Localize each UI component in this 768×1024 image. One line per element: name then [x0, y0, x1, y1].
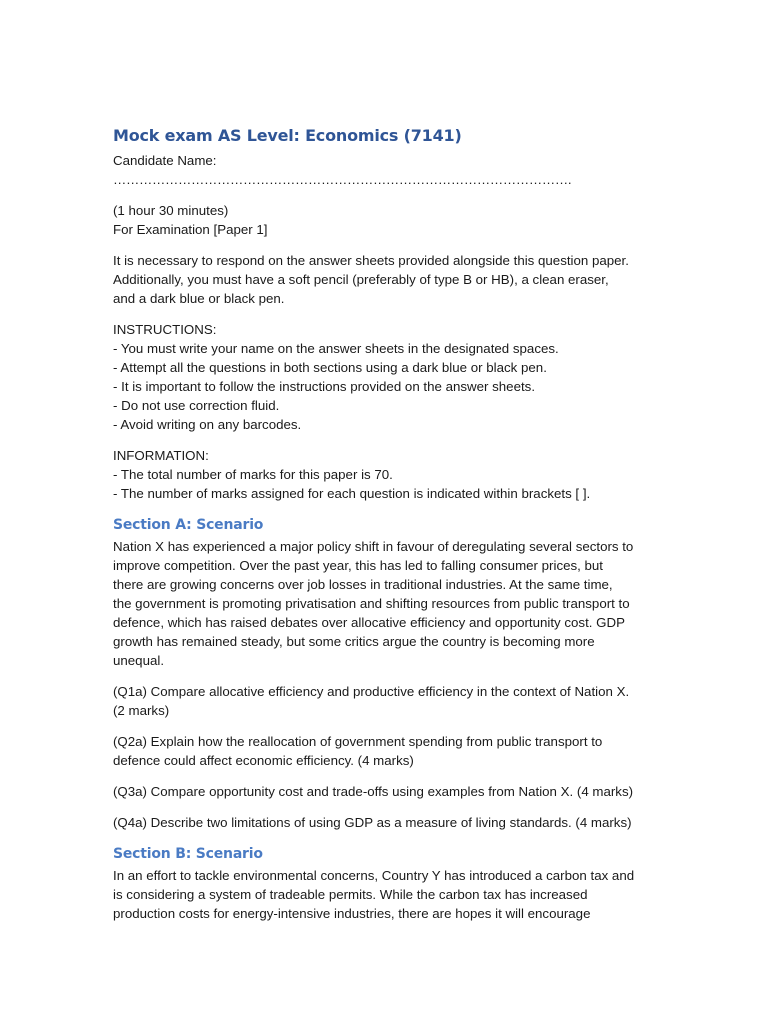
- exam-details: [113, 201, 673, 239]
- instruction-item: - It is important to follow the instructions provided on the answer sheets.: [113, 379, 536, 394]
- instruction-item: - You must write your name on the answer sheets in the designated spaces.: [113, 341, 559, 356]
- section-b-heading: Section B: Scenario: [113, 846, 263, 862]
- scenario-line: improve competition. Over the past year, this has led to falling consumer prices, but: [113, 558, 604, 573]
- scenario-line: defence, which has raised debates over allocative efficiency and opportunity cost. GDP: [113, 615, 625, 630]
- scenario-line: growth has remained steady, but some critics argue the country is becoming more: [113, 634, 595, 649]
- instruction-item: - Avoid writing on any barcodes.: [113, 417, 302, 432]
- question-q3a: [113, 782, 673, 801]
- question-text: (Q2a) Explain how the reallocation of government spending from public transport to: [113, 734, 603, 749]
- exam-paper: For Examination [Paper 1]: [113, 222, 268, 237]
- scenario-line: there are growing concerns over job losses in traditional industries. At the same time,: [113, 577, 613, 592]
- candidate-name-dots: …………………………………………………………………………………………….: [113, 172, 572, 187]
- question-q2a: [113, 732, 673, 770]
- question-marks: (2 marks): [113, 703, 170, 718]
- section-a-heading: Section A: Scenario: [113, 517, 264, 533]
- exam-duration: (1 hour 30 minutes): [113, 203, 229, 218]
- exam-title: Mock exam AS Level: Economics (7141): [113, 126, 462, 145]
- intro-line: It is necessary to respond on the answer sheets provided alongside this question paper.: [113, 253, 629, 268]
- information-heading: INFORMATION:: [113, 448, 209, 463]
- question-q1a: [113, 682, 673, 720]
- intro-line: and a dark blue or black pen.: [113, 291, 285, 306]
- scenario-line: is considering a system of tradeable permits. While the carbon tax has increased: [113, 887, 588, 902]
- instruction-item: - Attempt all the questions in both sections using a dark blue or black pen.: [113, 360, 547, 375]
- instructions-heading: INSTRUCTIONS:: [113, 322, 217, 337]
- scenario-line: production costs for energy-intensive industries, there are hopes it will encourage: [113, 906, 591, 921]
- intro-line: Additionally, you must have a soft pencil (preferably of type B or HB), a clean eraser,: [113, 272, 609, 287]
- scenario-line: unequal.: [113, 653, 165, 668]
- information-item: - The total number of marks for this paper is 70.: [113, 467, 393, 482]
- exam-paper: [113, 125, 673, 935]
- intro-paragraph: [113, 251, 673, 308]
- information: [113, 446, 673, 503]
- question-text: (Q4a) Describe two limitations of using GDP as a measure of living standards. (4 marks): [113, 815, 632, 830]
- instructions: [113, 320, 673, 434]
- question-text: (Q3a) Compare opportunity cost and trade-offs using examples from Nation X. (4 marks): [113, 784, 634, 799]
- section-a-scenario: [113, 537, 673, 670]
- question-q4a: [113, 813, 673, 832]
- question-text: defence could affect economic efficiency. (4 marks): [113, 753, 414, 768]
- information-item: - The number of marks assigned for each question is indicated within brackets [ ].: [113, 486, 591, 501]
- scenario-line: Nation X has experienced a major policy shift in favour of deregulating several sectors to: [113, 539, 634, 554]
- scenario-line: the government is promoting privatisation and shifting resources from public transport to: [113, 596, 630, 611]
- question-text: (Q1a) Compare allocative efficiency and productive efficiency in the context of Nation X.: [113, 684, 630, 699]
- candidate-name-label: Candidate Name:: [113, 153, 217, 168]
- instruction-item: - Do not use correction fluid.: [113, 398, 280, 413]
- section-b-scenario: [113, 866, 673, 923]
- scenario-line: In an effort to tackle environmental concerns, Country Y has introduced a carbon tax and: [113, 868, 635, 883]
